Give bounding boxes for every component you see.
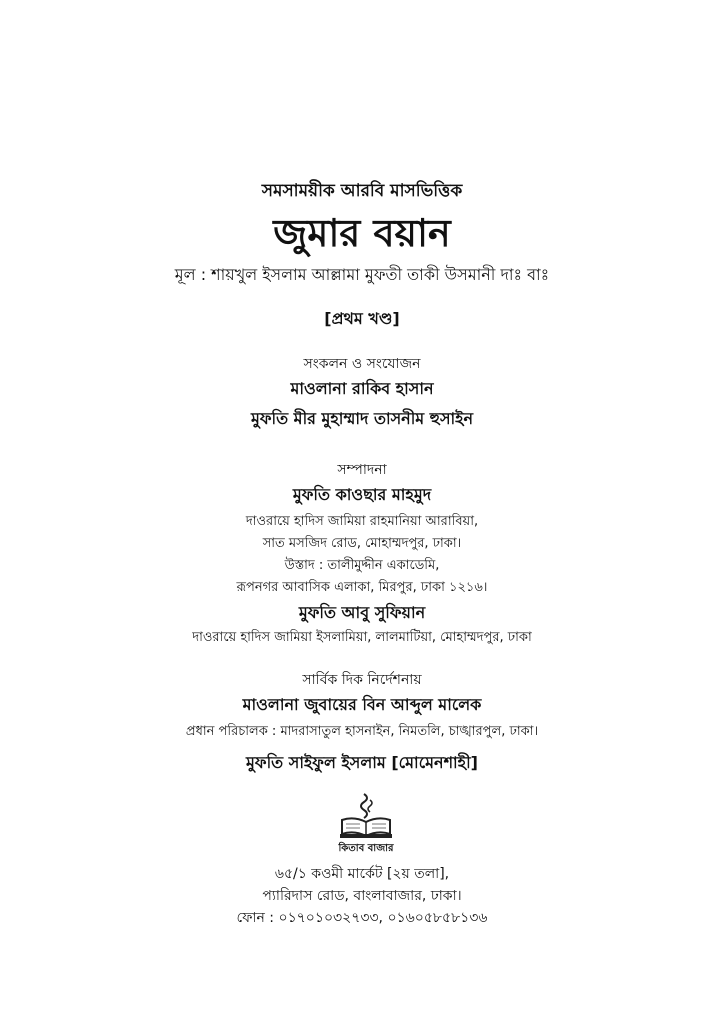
guide-detail: প্রধান পরিচালক : মাদরাসাতুল হাসনাইন, নিমতলি, চাঙ্খারপুল, ঢাকা। [185, 724, 539, 739]
original-author: মূল : শায়খুল ইসলাম আল্লামা মুফতী তাকী উসমানী দাঃ বাঃ [174, 265, 550, 284]
guide-name: মুফতি সাইফুল ইসলাম [মোমেনশাহী] [246, 753, 478, 772]
editor-detail: দাওরায়ে হাদিস জামিয়া ইসলামিয়া, লালমাটিয়া, মোহাম্মদপুর, ঢাকা [192, 630, 532, 645]
editor-detail: সাত মসজিদ রোড, মোহাম্মদপুর, ঢাকা। [262, 536, 462, 551]
publisher-phone: ফোন : ০১৭০১০৩২৭৩৩, ০১৬০৫৮৫৮১৩৬ [236, 910, 488, 926]
editor-detail: রূপনগর আবাসিক এলাকা, মিরপুর, ঢাকা ১২১৬। [236, 580, 488, 595]
editing-heading: সম্পাদনা [337, 462, 387, 478]
editor-detail: উস্তাদ : তালীমুদ্দীন একাডেমি, [284, 558, 440, 573]
guidance-heading: সার্বিক দিক নির্দেশনায় [302, 672, 422, 688]
publisher-logo-text: কিতাব বাজার [338, 843, 394, 854]
editor-detail: দাওরায়ে হাদিস জামিয়া রাহমানিয়া আরাবিয়া, [245, 514, 479, 529]
publisher-address: প্যারিদাস রোড, বাংলাবাজার, ঢাকা। [262, 888, 462, 904]
publisher-logo-icon [334, 790, 398, 854]
editor-name: মুফতি কাওছার মাহমুদ [292, 485, 432, 504]
compiler-name: মুফতি মীর মুহাম্মাদ তাসনীম হুসাইন [250, 409, 474, 428]
volume-label: [প্রথম খণ্ড] [324, 309, 400, 328]
guide-name: মাওলানা জুবায়ের বিন আব্দুল মালেক [242, 695, 482, 714]
compilation-heading: সংকলন ও সংযোজন [303, 356, 421, 372]
book-subtitle: সমসাময়ীক আরবি মাসভিত্তিক [261, 181, 463, 201]
book-title: জুমার বয়ান [273, 211, 451, 255]
editor-name: মুফতি আবু সুফিয়ান [298, 603, 426, 622]
compiler-name: মাওলানা রাকিব হাসান [290, 379, 434, 398]
publisher-address: ৬৫/১ কওমী মার্কেট [২য় তলা], [274, 866, 450, 882]
